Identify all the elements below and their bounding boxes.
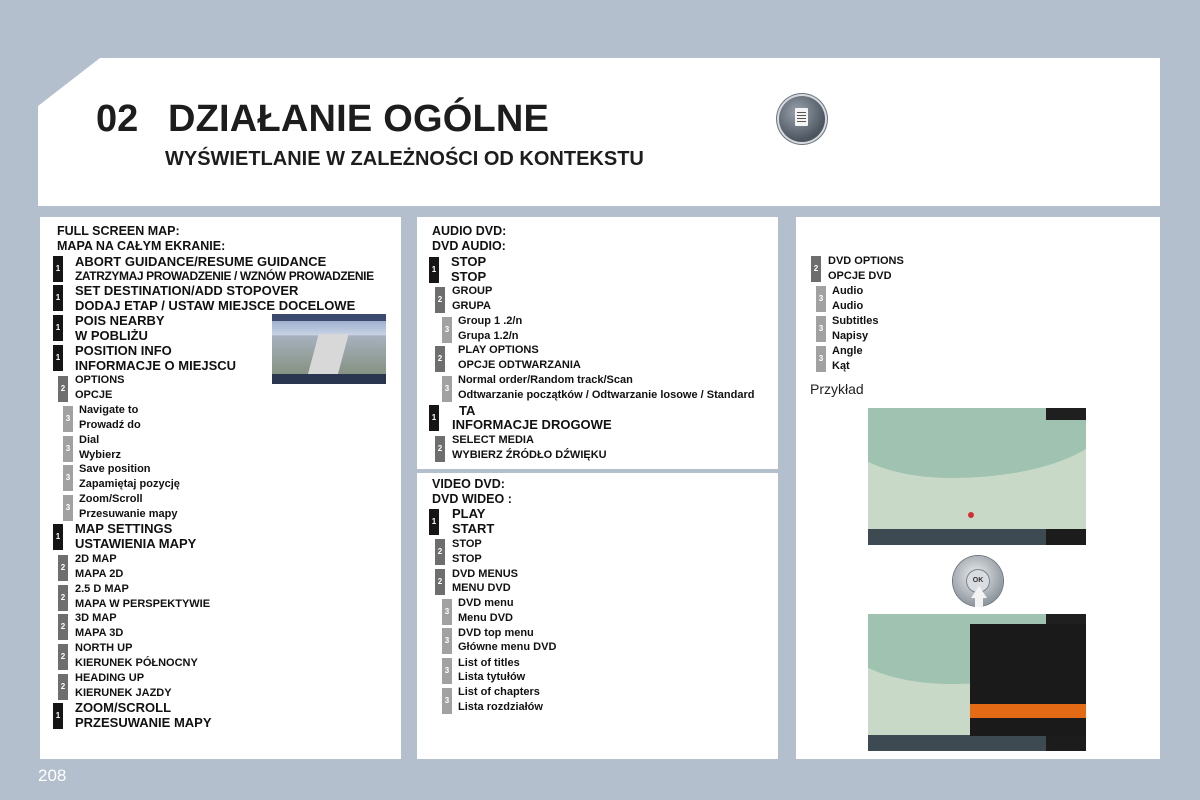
menu-item-pl: Lista tytułów [458,671,526,683]
menu-item-en: OPTIONS [75,374,125,386]
level-marker: 2 [58,674,68,700]
menu-item-pl: STOP [451,269,487,284]
level-marker: 1 [429,509,439,535]
level-marker: 3 [63,495,73,521]
level-marker: 1 [53,285,63,311]
menu-item-pl: Kąt [832,360,850,372]
ok-label: OK [967,570,989,592]
level-marker: 2 [58,585,68,611]
level-marker: 2 [58,614,68,640]
chapter-number: 02 [96,98,139,140]
menu-item-en: Navigate to [79,404,139,416]
menu-item-pl: Prowadź do [79,419,141,431]
menu-item-pl: MENU DVD [452,582,511,594]
menu-item-pl: Napisy [832,330,869,342]
menu-item-pl: DODAJ ETAP / USTAW MIEJSCE DOCELOWE [75,298,356,313]
level-marker: 3 [63,465,73,491]
menu-item-pl: USTAWIENIA MAPY [75,536,197,551]
menu-item-en: MAP SETTINGS [75,521,173,536]
menu-item-en: Save position [79,463,151,475]
menu-item-pl: ZATRZYMAJ PROWADZENIE / WZNÓW PROWADZENIE [75,269,374,283]
menu-item-en: SET DESTINATION/ADD STOPOVER [75,283,299,298]
level-marker: 1 [429,405,439,431]
page-subtitle: WYŚWIETLANIE W ZALEŻNOŚCI OD KONTEKSTU [165,148,644,170]
menu-item-en: POSITION INFO [75,343,172,358]
level-marker: 2 [58,644,68,670]
menu-item-en: POIS NEARBY [75,313,165,328]
menu-item-en: DVD menu [458,597,514,609]
level-marker: 1 [53,256,63,282]
menu-item-en: HEADING UP [75,672,145,684]
menu-item-pl: GRUPA [452,300,491,312]
level-marker: 3 [442,376,452,402]
menu-item-pl: MAPA 3D [75,627,124,639]
menu-item-en: STOP [452,538,482,550]
document-icon [779,96,825,142]
menu-item-en: 3D MAP [75,612,117,624]
level-marker: 2 [435,436,445,462]
menu-item-en: ZOOM/SCROLL [75,700,172,715]
menu-item-en: Zoom/Scroll [79,493,143,505]
menu-item-pl: OPCJE ODTWARZANIA [458,359,581,371]
level-marker: 2 [435,569,445,595]
menu-item-en: 2D MAP [75,553,117,565]
level-marker: 2 [435,539,445,565]
context-menu-screenshot [970,624,1086,736]
menu-item-pl: Wybierz [79,449,121,461]
menu-item-pl: Grupa 1.2/n [458,330,519,342]
level-marker: 3 [442,628,452,654]
example-map-screen-with-menu [868,614,1086,751]
menu-item-en: Audio [832,285,864,297]
level-marker: 3 [442,688,452,714]
ok-navigation-button[interactable] [953,556,1003,606]
menu-item-en: ABORT GUIDANCE/RESUME GUIDANCE [75,254,327,269]
level-marker: 2 [58,555,68,581]
section-heading: AUDIO DVD: [432,224,507,238]
section-heading: MAPA NA CAŁYM EKRANIE: [57,239,226,253]
menu-item-pl: INFORMACJE DROGOWE [452,417,612,432]
level-marker: 3 [63,406,73,432]
menu-item-en: DVD OPTIONS [828,255,904,267]
level-marker: 1 [53,703,63,729]
menu-item-pl: INFORMACJE O MIEJSCU [75,358,237,373]
level-marker: 1 [53,345,63,371]
menu-item-pl: Główne menu DVD [458,641,557,653]
section-heading: DVD WIDEO : [432,492,512,506]
menu-item-pl: STOP [452,553,482,565]
section-heading: VIDEO DVD: [432,477,505,491]
menu-item-en: Subtitles [832,315,879,327]
level-marker: 3 [442,599,452,625]
section-heading: FULL SCREEN MAP: [57,224,180,238]
menu-item-pl: PRZESUWANIE MAPY [75,715,212,730]
level-marker: 2 [58,376,68,402]
menu-item-pl: Zapamiętaj pozycję [79,478,180,490]
level-marker: 2 [811,256,821,282]
page-title: DZIAŁANIE OGÓLNE [168,98,550,140]
menu-item-en: DVD MENUS [452,568,519,580]
menu-item-en: NORTH UP [75,642,133,654]
menu-item-en: List of titles [458,657,520,669]
map-thumbnail [272,314,386,384]
section-heading: DVD AUDIO: [432,239,506,253]
level-marker: 1 [429,257,439,283]
example-map-screen [868,408,1086,545]
menu-item-en: PLAY OPTIONS [458,344,539,356]
level-marker: 3 [63,436,73,462]
menu-item-pl: Audio [832,300,864,312]
menu-item-en: Angle [832,345,863,357]
menu-item-en: SELECT MEDIA [452,434,534,446]
level-marker: 2 [435,287,445,313]
menu-item-en: STOP [451,254,487,269]
level-marker: 3 [816,316,826,342]
menu-item-pl: Lista rozdziałów [458,701,543,713]
menu-item-pl: WYBIERZ ŹRÓDŁO DŹWIĘKU [452,449,607,461]
menu-item-pl: MAPA W PERSPEKTYWIE [75,598,211,610]
level-marker: 3 [442,658,452,684]
level-marker: 3 [816,286,826,312]
menu-item-pl: MAPA 2D [75,568,124,580]
menu-item-pl: Odtwarzanie początków / Odtwarzanie losowe / Standard [458,389,755,401]
page-number: 208 [38,766,67,785]
level-marker: 3 [442,317,452,343]
menu-item-en: List of chapters [458,686,540,698]
menu-item-pl: OPCJE DVD [828,270,892,282]
menu-item-pl: Przesuwanie mapy [79,508,178,520]
menu-item-pl: Menu DVD [458,612,513,624]
menu-item-pl: W POBLIŻU [75,328,148,343]
menu-item-en: 2.5 D MAP [75,583,129,595]
example-label: Przykład [810,381,864,397]
menu-item-pl: START [452,521,495,536]
level-marker: 2 [435,346,445,372]
menu-item-en: Normal order/Random track/Scan [458,374,633,386]
menu-item-en: TA [459,403,476,418]
menu-item-en: PLAY [452,506,486,521]
menu-item-en: Group 1 .2/n [458,315,523,327]
menu-item-pl: KIERUNEK JAZDY [75,687,172,699]
menu-item-pl: KIERUNEK PÓŁNOCNY [75,657,198,669]
level-marker: 1 [53,315,63,341]
menu-item-en: Dial [79,434,100,446]
menu-item-pl: OPCJE [75,389,113,401]
level-marker: 3 [816,346,826,372]
menu-item-en: GROUP [452,285,493,297]
level-marker: 1 [53,524,63,550]
menu-item-en: DVD top menu [458,627,534,639]
